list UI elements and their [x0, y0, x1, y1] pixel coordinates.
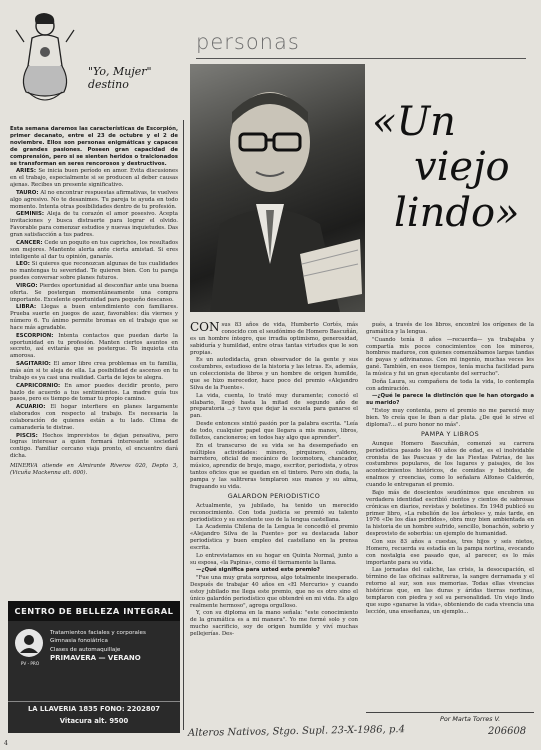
sign-name: VIRGO:: [16, 282, 38, 289]
subhead-galardon: GALARDON PERIODISTICO: [227, 491, 321, 500]
article-paragraph: Actualmente, ya jubilado, ha tenido un merecido reconocimiento. Con toda justicia se premió su talento periodístico y su excelente uso de la lengua castellana.: [190, 502, 358, 523]
horoscope-sign-0: [10, 168, 178, 189]
article-paragraph: Aunque Homero Bascuñán, comenzó su carrera periodística pasado los 40 años de edad, es el inolvidable cronista de las Pascuas y de las Fiestas Patrias, de las costumbres populares, de los lugares y paisajes, de los acontecimientos históricos, de comidas y bebidas, de enalmos y creencias, como lo señalara Alfonso Calderón, cuando le entregaran el premio.: [366, 440, 534, 489]
article-paragraph: "Cuando tenía 8 años —recuerda— ya trabajaba y compartía mis pocos conocimientos con los mineros, hombres maduros, con quienes comenzábamos largas tandas de payas y adivinanzas. Con mi ingenio, muchas veces les gané. También, en esos tiempos, tenía mucha facilidad para la música y fui un gran ejecutante del serrucho".: [366, 336, 534, 378]
article-paragraph: —¿Qué significa para usted este premio?: [196, 567, 320, 574]
ad-line-2: Clases de automaquillaje: [50, 646, 121, 653]
section-title: personas: [196, 30, 300, 54]
horoscope-sign-4: [10, 261, 178, 282]
headline-line-3: lindo»: [394, 190, 520, 236]
sign-text: Hechos imprevistos te dejan pensativa, pero logras interesar a quien formará interesante sociedad contigo. Familiar cercano viaja pronto, el encuentro dará dicha.: [10, 432, 178, 460]
portrait-figure-icon: [190, 64, 365, 312]
portrait-photo: [190, 64, 365, 312]
horoscope-sign-1: [10, 190, 178, 211]
sign-text: Intenta contactos que puedan darte la oportunidad en tu profesión. Manten ciertos asuntos en secreto, así evitarás que se postergue. Te inquieta cita amorosa.: [10, 332, 178, 360]
article-paragraph: —¿Qué le parece la distinción que le han otorgado a su marido?: [366, 393, 534, 407]
horoscope-sign-2: [10, 211, 178, 239]
drop-cap: CON: [190, 320, 220, 334]
archive-number: 206608: [488, 726, 527, 737]
horoscope-credit: MINERVA atiende en Almirante Riveros 020, Depto 3, (Vicuña Mackenna alt. 600).: [10, 463, 178, 477]
ad-city: Vitacura alt. 9500: [59, 717, 129, 725]
horoscope-sign-7: [10, 333, 178, 361]
sign-text: En amor puedes decidir pronto, pero hazlo de acuerdo a tus sentimientos. La madre guía tus pasos, pero es tiempo de tomar tu propio camino.: [10, 382, 178, 403]
horoscope-sign-9: [10, 383, 178, 404]
header-rule: [196, 58, 526, 59]
article-paragraph: Lo entrevistamos en su hogar en Quinta Normal, junto a su esposa, «la Papina», como él tiernamente la llama.: [190, 552, 358, 566]
byline: Por Marta Torres V.: [440, 715, 501, 723]
zodiac-woman-illustration: [14, 8, 76, 112]
ad-services: [50, 629, 176, 663]
article-paragraph: Las jornadas del caliche, las crisis, la desocupación, el término de las oficinas salitreras, la sangre derramada y el retorno al sur, son sus memorias. Todas ellas vivencias históricas que, en las duras y áridas tierras nortinas, templaron con piedra y sol su personalidad. Un viejo lindo que supo «ganarse la vida», obteniendo de cada vivencia una lección, una enseñanza, un ejemplo...: [366, 567, 534, 615]
ad-line-0: Tratamientos faciales y corporales: [50, 630, 146, 636]
sign-text: Pierdes oportunidad al desconfiar ante una buena oferta. Se postergan momentáneamente una compra importante. Excelente oportunidad para pequeño descanso.: [10, 282, 178, 303]
article-paragraph: "Fue una muy grata sorpresa, algo totalmente inesperado. Después de trabajar 40 años en «El Mercurio» y cuando estoy jubilado me llega este premio, que no es otro sino el único galardón periodístico que obtendré en mi vida. Es algo realmente hermoso", agrega orgulloso.: [190, 575, 358, 609]
sign-name: LIBRA:: [16, 304, 37, 311]
ad-logo-icon: [15, 629, 43, 657]
page-number: 4: [4, 740, 8, 747]
sign-name: ACUARIO:: [16, 404, 46, 411]
column-divider-left: [183, 120, 184, 730]
sign-name: LEO:: [16, 261, 30, 268]
sign-text: El hogar interfiere en planes largamente elaborados con respecto al trabajo. Es necesaria la colaboración de quienes están a tu lado. Clima de camaradería te distrae.: [10, 404, 178, 431]
sign-text: Al no encontrar respuestas afirmativas, te vuelves algo agresivo. No te desanimes. Tu pareja te ayuda en todo momento. Intenta otras posibilidades dentro de tu profesión.: [10, 189, 178, 210]
horoscope-sign-10: [10, 404, 178, 432]
headline-line-1: «Un: [372, 99, 456, 145]
article-paragraph: Bajo más de doscientos seudónimos que encubren su verdadera identidad escribió cientos y cientos de sabrosas crónicas en diarios, revistas y boletines. En 1948 publicó su primer libro, «La rebelión de los árboles» y, más tarde, en 1976 «De los días perdidos», obra muy bien ambientada en la historia de un hombre sufrido, sencillo, bonachón, sobrio y desprovisto de soberbia: un ejemplo de humanidad.: [366, 489, 534, 538]
horoscope-signs-list: [10, 168, 178, 460]
article-paragraph: Con sus 83 años a cuestas, tres hijos y seis nietos, Homero, recuerda su estadía en la pampa nortina, evocando con nostalgia ese pasado que, al parecer, es lo más importante para su vida.: [366, 538, 534, 566]
article-headline: [372, 100, 537, 236]
sign-text: Si quieres que reconozcan algunas de tus cualidades no mantengas tu severidad. Te quieren bien. Con tu pareja puedes conversar sobre planes futuros.: [10, 261, 178, 282]
ad-line-3: PRIMAVERA — VERANO: [50, 654, 141, 663]
horoscope-sign-8: [10, 361, 178, 382]
ad-line-1: Gimnasia fonoiátrica: [50, 638, 108, 645]
article-paragraph: pués, a través de los libros, encontré los orígenes de la gramática y la lengua.: [366, 322, 534, 335]
article-paragraph: CON sus 83 años de vida, Humberto Cortés, más conocido con el seudónimo de Homero Bascuñán, es un hombre íntegro, que irradia optimismo, generosidad, sabiduría y humildad, entre otras tantas virtudes que le son propias.: [190, 320, 358, 356]
sign-name: CANCER:: [16, 239, 43, 246]
horoscope-intro: Esta semana daremos las características de Escorpión, primer decanato, entre el 23 de octubre y el 2 de noviembre. Ellos son personas enigmáticas y capaces de grandes pasiones. Poseen gran capacidad de comprensión, pero si se sienten heridos o traicionados se transforman en seres rencorosos y destructivos.: [10, 126, 178, 167]
ad-divider: [8, 701, 180, 702]
horoscope-column: [10, 126, 178, 478]
article-paragraph: Es un autodidacta, gran observador de la gente y sus costumbres, estudioso de la historia y las letras. Es, además, un coleccionista de libros y un hombre de origen humilde, que se hizo merecedor, hace poco del premio «Alejandro Silva de la Fuente».: [190, 357, 358, 391]
sign-name: ESCORPION:: [16, 332, 54, 339]
sign-text: Llegas a buen entendimiento con familiares. Prueba suerte en juegos de azar, favorables: día viernes y número 6. Tu ánimo permite bromas en el trabajo que se hace más agradable.: [10, 304, 178, 331]
subhead-pampa: PAMPA Y LIBROS: [420, 429, 480, 438]
sign-name: ARIES:: [16, 168, 37, 175]
horoscope-header-title: "Yo, Mujer" destino: [88, 65, 152, 91]
ad-address: LA LLAVERIA 1835 FONO: 2202807: [27, 705, 161, 713]
sign-text: Aleja de tu corazón el amor posesivo. Acepta invitaciones y busca distraerte para lograr el olvido. Favorable para comenzar estudios y nuevas inquietudes. Das gran satisfacción a tus padres.: [10, 211, 178, 238]
byline-rule: [366, 712, 534, 713]
ad-badge: PV - PRO: [20, 661, 40, 666]
sign-text: El amor libre crea problemas en tu familia, más aún si te aleja de ella. La posibilidad de ascenso en tu trabajo es ya casi una realidad. Carta de lejos te alegra.: [10, 361, 178, 381]
sign-name: TAURO:: [16, 189, 39, 196]
article-column-1: [190, 322, 358, 639]
article-paragraph: La vida, cuenta, lo trató muy duramente; conoció el silabario, llegó hasta la mitad de segundo año de preparatoria ...y tuvo que dejar la escuela para ganarse el pan.: [190, 392, 358, 420]
article-paragraph: La Academia Chilena de la Lengua le concedió el premio «Alejandro Silva de la Fuente» por su destacada labor periodística y buen empleo del castellano en la prensa escrita.: [190, 524, 358, 552]
sign-text: Cede un poquito en tus caprichos, los resultados son mejores. Mantente alerta ante cierta amistad. Si eres inteligente al dar tu opinión, ganarás.: [10, 239, 178, 260]
sign-name: GEMINIS:: [16, 211, 45, 218]
sign-text: Se inicia buen período en amor. Evita discusiones en el trabajo, especialmente si se producen al deber causas ajenas. Recibes un presente significativo.: [10, 168, 178, 189]
article-paragraph: Doña Laura, su compañera de toda la vida, lo contempla con admiración.: [366, 378, 534, 392]
horoscope-sign-3: [10, 240, 178, 261]
handwritten-note: Alteros Nativos, Stgo. Supl. 23-X-1986, p.4: [187, 724, 406, 739]
sign-name: CAPRICORNIO:: [16, 382, 61, 389]
beauty-center-ad: [8, 601, 180, 733]
article-column-2: [366, 322, 534, 617]
article-paragraph: En el transcurso de su vida se ha desempeñado en múltiples actividades: minero, pirquinero, caldero, barretero, oficial de mecánico de locomotora, chancador, músico, aprendiz de brujo, mago, escritor, periodista, y otros tantos oficios que se quedan en el tintero. Pero sin duda, la pampa y las salitreras templaron sus manos y su alma, fraguando su vida.: [190, 442, 358, 491]
headline-line-2: viejo: [414, 144, 510, 190]
horoscope-sign-5: [10, 283, 178, 304]
horoscope-sign-11: [10, 433, 178, 461]
sign-name: PISCIS:: [16, 432, 38, 439]
article-paragraph: Desde entonces sintió pasión por la palabra escrita. "Leía de todo, cualquier papel que llegara a mis manos, libros, folletos, cancioneros; en todos hay algo que aprender".: [190, 421, 358, 441]
article-paragraph: "Estoy muy contenta, pero el premio no me pareció muy bien. Yo creía que le iban a dar plata. ¿De qué le sirve el diploma?... el puro honor no más".: [366, 408, 534, 428]
horoscope-sign-6: [10, 304, 178, 332]
ad-title: CENTRO DE BELLEZA INTEGRAL: [8, 601, 180, 621]
article-paragraph: Y, con su diploma en la mano señala: "este conocimiento de la gramática es a mi manera". Yo me formé solo y con mucho sacrificio, soy de origen humilde y viví muchas pellejerías. Des-: [190, 610, 358, 638]
sign-name: SAGITARIO:: [16, 361, 51, 368]
